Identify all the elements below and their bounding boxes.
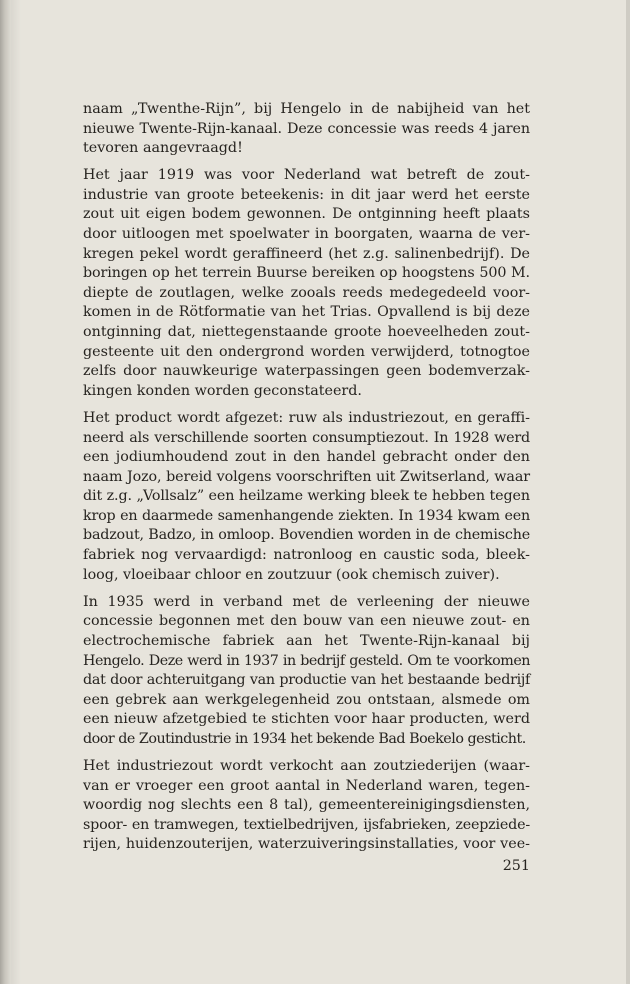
text-line: In 1935 werd in verband met de verleening der nieuwe (83, 593, 530, 610)
text-line: een gebrek aan werkgelegenheid zou ontstaan, alsmede om (83, 691, 530, 708)
paragraph-3 (83, 409, 530, 585)
page-gutter-shadow (11, 0, 21, 984)
text-line: tevoren aangevraagd! (83, 140, 243, 157)
text-line: komen in de Rötformatie van het Trias. Opvallend is bij deze (83, 304, 530, 321)
paragraph-4 (83, 593, 530, 750)
body-text (83, 100, 530, 862)
text-line: Het jaar 1919 was voor Nederland wat betreft de zout- (83, 167, 530, 184)
text-line: diepte de zoutlagen, welke zooals reeds medegedeeld voor- (83, 284, 530, 301)
text-line: electrochemische fabriek aan het Twente-Rijn-kanaal bij (83, 632, 530, 649)
text-line: kingen konden worden geconstateerd. (83, 382, 362, 399)
scan-edge-left (0, 0, 11, 984)
text-line: loog, vloeibaar chloor en zoutzuur (ook chemisch zuiver). (83, 566, 500, 583)
paragraph-5 (83, 757, 530, 855)
text-line: badzout, Badzo, in omloop. Bovendien worden in de chemische (83, 527, 530, 544)
text-line: fabriek nog vervaardigd: natronloog en caustic soda, bleek- (83, 547, 530, 564)
text-line: naam Jozo, bereid volgens voorschriften uit Zwitserland, waar (83, 468, 530, 485)
text-line: gesteente uit den ondergrond worden verwijderd, totnogtoe (83, 343, 530, 360)
text-line: zelfs door nauwkeurige waterpassingen geen bodemverzak- (83, 363, 530, 380)
text-line: neerd als verschillende soorten consumptiezout. In 1928 werd (83, 429, 530, 446)
text-line: rijen, huidenzouterijen, waterzuiveringsinstallaties, voor vee- (83, 836, 530, 853)
text-line: krop en daarmede samenhangende ziekten. In 1934 kwam een (83, 507, 530, 524)
text-line: naam „Twenthe-Rijn”, bij Hengelo in de nabijheid van het (83, 101, 530, 117)
text-line: kregen pekel wordt geraffineerd (het z.g. salinenbedrijf). De (83, 245, 530, 262)
text-line: Het product wordt afgezet: ruw als industriezout, en geraffi- (83, 409, 530, 426)
text-line: ontginning dat, niettegenstaande groote hoeveelheden zout- (83, 324, 530, 341)
text-line: zout uit eigen bodem gewonnen. De ontginning heeft plaats (83, 206, 530, 223)
paragraph-2 (83, 166, 530, 401)
text-line: een nieuw afzetgebied te stichten voor haar producten, werd (83, 711, 530, 728)
text-line: door de Zoutindustrie in 1934 het bekende Bad Boekelo gesticht. (83, 730, 526, 747)
text-line: een jodiumhoudend zout in den handel gebracht onder den (83, 449, 530, 466)
paragraph-1 (83, 100, 530, 159)
text-line: Hengelo. Deze werd in 1937 in bedrijf gesteld. Om te voorkomen (83, 652, 530, 669)
text-line: woordig nog slechts een 8 tal), gemeentereinigingsdiensten, (83, 797, 530, 814)
text-line: dat door achteruitgang van productie van het bestaande bedrijf (83, 672, 530, 689)
text-line: door uitloogen met spoelwater in boorgaten, waarna de ver- (83, 226, 530, 243)
page-number: 251 (502, 858, 530, 874)
text-line: van er vroeger een groot aantal in Nederland waren, tegen- (83, 777, 530, 794)
text-line: dit z.g. „Vollsalz” een heilzame werking bleek te hebben tegen (83, 488, 530, 505)
text-line: concessie begonnen met den bouw van een nieuwe zout- en (83, 613, 530, 630)
text-line: nieuwe Twente-Rijn-kanaal. Deze concessie was reeds 4 jaren (83, 120, 530, 137)
text-line: boringen op het terrein Buurse bereiken op hoogstens 500 M. (83, 265, 530, 282)
text-line: Het industriezout wordt verkocht aan zoutziederijen (waar- (83, 758, 530, 774)
scan-edge-right (626, 0, 630, 984)
text-line: industrie van groote beteekenis: in dit jaar werd het eerste (83, 186, 530, 203)
text-line: spoor- en tramwegen, textielbedrijven, ijsfabrieken, zeepziede- (83, 816, 530, 833)
